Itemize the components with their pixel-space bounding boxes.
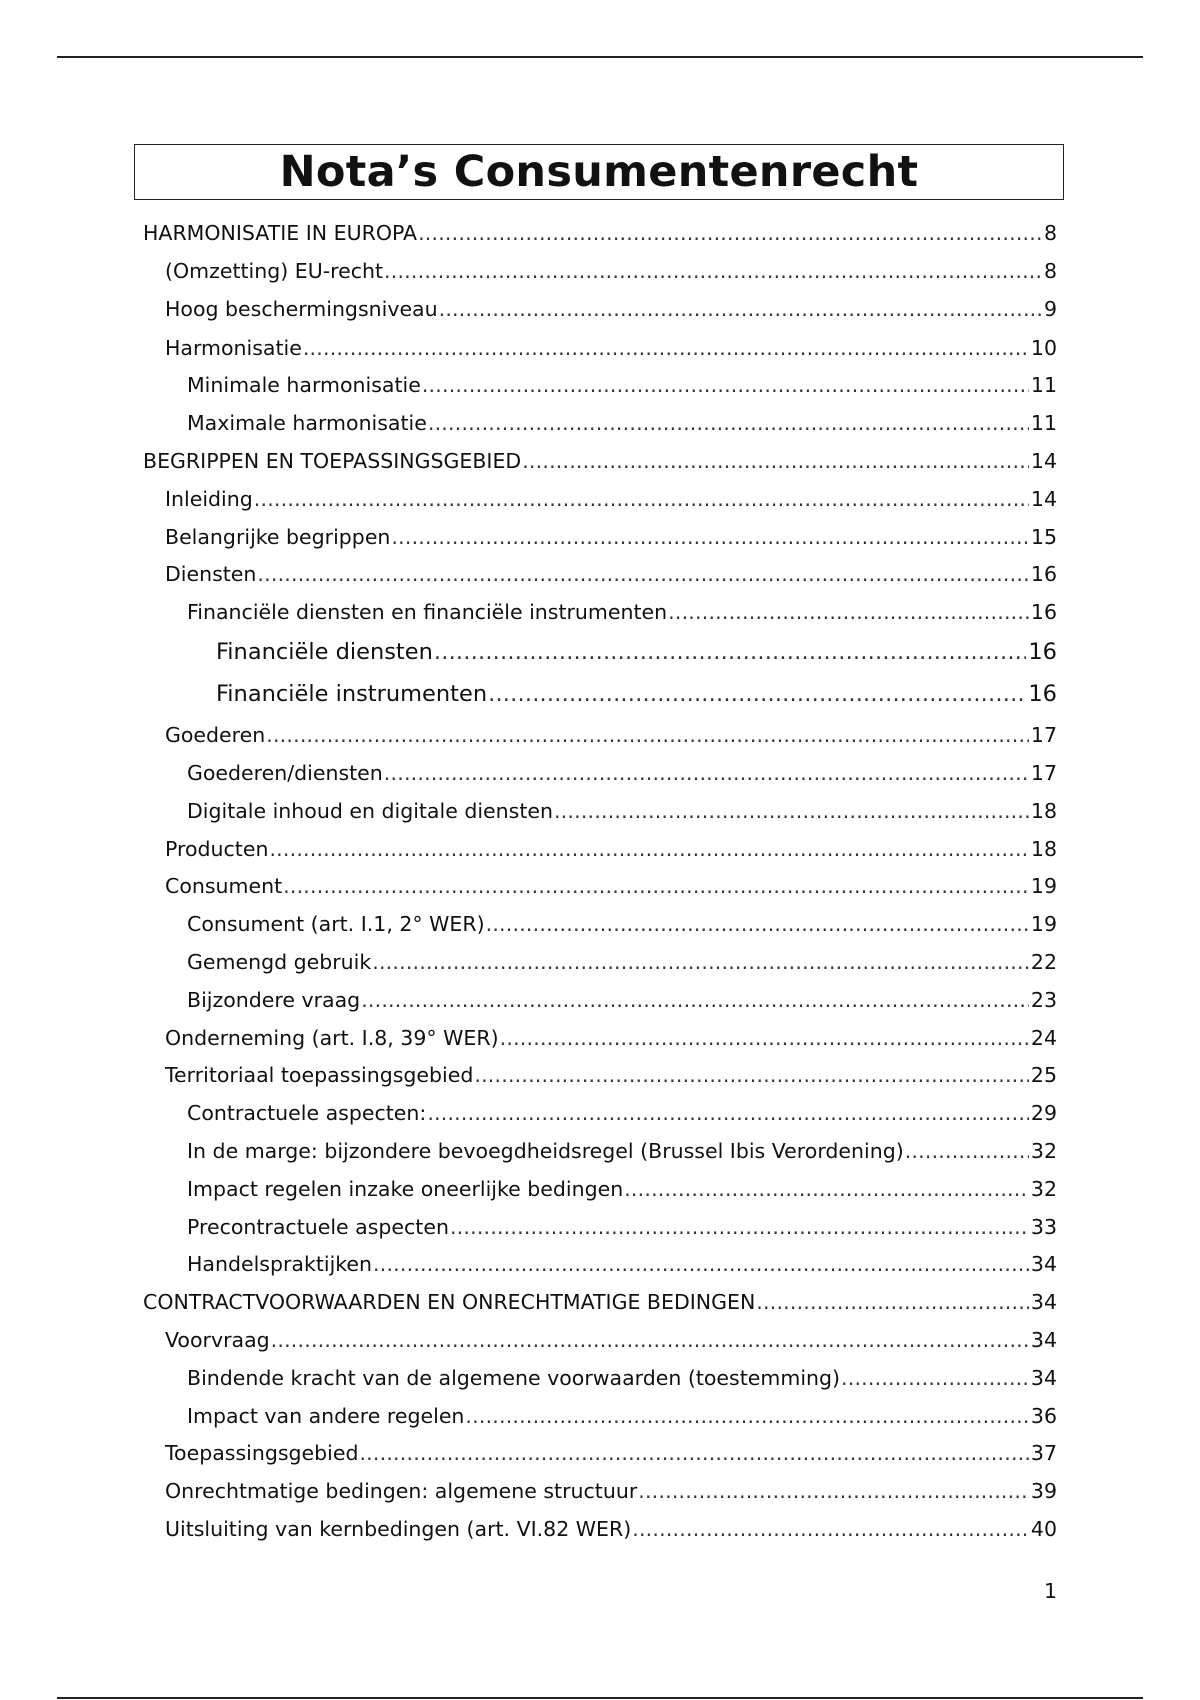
toc-entry-page: 14 bbox=[1030, 487, 1057, 511]
toc-entry[interactable] bbox=[187, 1363, 1057, 1393]
toc-entry-page: 11 bbox=[1030, 411, 1057, 435]
toc-entry-title: Digitale inhoud en digitale diensten bbox=[187, 799, 553, 823]
toc-entry-title: Voorvraag bbox=[165, 1328, 270, 1352]
document-title: Nota’s Consumentenrecht bbox=[279, 146, 919, 197]
toc-dot-leader bbox=[486, 909, 1029, 939]
toc-entry-page: 19 bbox=[1030, 874, 1057, 898]
toc-entry[interactable] bbox=[165, 333, 1057, 363]
toc-entry[interactable] bbox=[187, 985, 1057, 1015]
toc-entry[interactable] bbox=[165, 1023, 1057, 1053]
toc-entry-page: 16 bbox=[1028, 639, 1057, 665]
toc-entry-page: 8 bbox=[1043, 259, 1057, 283]
toc-dot-leader bbox=[474, 1060, 1029, 1090]
toc-entry-page: 34 bbox=[1030, 1328, 1057, 1352]
toc-dot-leader bbox=[624, 1174, 1029, 1204]
toc-entry[interactable] bbox=[165, 522, 1057, 552]
toc-dot-leader bbox=[373, 1249, 1029, 1279]
toc-entry-title: BEGRIPPEN EN TOEPASSINGSGEBIED bbox=[143, 449, 522, 473]
toc-entry[interactable] bbox=[143, 1287, 1057, 1317]
toc-entry[interactable] bbox=[165, 1060, 1057, 1090]
toc-entry-page: 17 bbox=[1030, 761, 1057, 785]
toc-entry-title: Contractuele aspecten: bbox=[187, 1101, 427, 1125]
toc-entry[interactable] bbox=[187, 796, 1057, 826]
toc-entry-page: 16 bbox=[1028, 681, 1057, 707]
toc-entry[interactable] bbox=[165, 871, 1057, 901]
toc-entry-title: Diensten bbox=[165, 562, 257, 586]
toc-entry-page: 40 bbox=[1030, 1517, 1057, 1541]
toc-dot-leader bbox=[488, 679, 1026, 709]
toc-entry-title: Onrechtmatige bedingen: algemene structuur bbox=[165, 1479, 638, 1503]
toc-entry[interactable] bbox=[143, 446, 1057, 476]
toc-dot-leader bbox=[384, 256, 1042, 286]
toc-entry[interactable] bbox=[165, 559, 1057, 589]
toc-entry[interactable] bbox=[187, 597, 1057, 627]
toc-entry-page: 34 bbox=[1030, 1366, 1057, 1390]
toc-dot-leader bbox=[428, 408, 1029, 438]
toc-entry[interactable] bbox=[187, 1174, 1057, 1204]
toc-entry[interactable] bbox=[187, 1136, 1057, 1166]
toc-entry-title: Minimale harmonisatie bbox=[187, 373, 421, 397]
toc-entry-page: 34 bbox=[1030, 1290, 1057, 1314]
toc-dot-leader bbox=[841, 1363, 1029, 1393]
toc-entry-page: 33 bbox=[1030, 1215, 1057, 1239]
toc-entry-title: Consument (art. I.1, 2° WER) bbox=[187, 912, 485, 936]
toc-entry[interactable] bbox=[187, 758, 1057, 788]
toc-entry-page: 36 bbox=[1030, 1404, 1057, 1428]
toc-dot-leader bbox=[500, 1023, 1029, 1053]
toc-entry-page: 22 bbox=[1030, 950, 1057, 974]
toc-entry-title: Harmonisatie bbox=[165, 336, 302, 360]
toc-entry[interactable] bbox=[165, 1476, 1057, 1506]
toc-entry[interactable] bbox=[187, 1401, 1057, 1431]
toc-dot-leader bbox=[283, 871, 1029, 901]
toc-entry-page: 15 bbox=[1030, 525, 1057, 549]
toc-entry-page: 18 bbox=[1030, 837, 1057, 861]
toc-dot-leader bbox=[422, 370, 1029, 400]
toc-dot-leader bbox=[359, 1438, 1028, 1468]
toc-dot-leader bbox=[450, 1212, 1029, 1242]
toc-entry-page: 9 bbox=[1043, 297, 1057, 321]
toc-entry-page: 17 bbox=[1030, 723, 1057, 747]
toc-entry-title: Financiële diensten en financiële instrumenten bbox=[187, 600, 668, 624]
toc-dot-leader bbox=[266, 720, 1029, 750]
toc-entry-title: Impact regelen inzake oneerlijke bedingen bbox=[187, 1177, 624, 1201]
toc-entry[interactable] bbox=[165, 484, 1057, 514]
toc-entry-title: Handelspraktijken bbox=[187, 1252, 373, 1276]
toc-entry-title: Producten bbox=[165, 837, 269, 861]
toc-entry[interactable] bbox=[187, 408, 1057, 438]
toc-dot-leader bbox=[638, 1476, 1029, 1506]
toc-entry-page: 16 bbox=[1030, 600, 1057, 624]
toc-entry-title: Belangrijke begrippen bbox=[165, 525, 391, 549]
toc-dot-leader bbox=[522, 446, 1029, 476]
toc-dot-leader bbox=[632, 1514, 1029, 1544]
toc-entry-page: 39 bbox=[1030, 1479, 1057, 1503]
page-number: 1 bbox=[1043, 1579, 1057, 1603]
toc-entry-page: 19 bbox=[1030, 912, 1057, 936]
toc-dot-leader bbox=[434, 637, 1027, 667]
toc-entry[interactable] bbox=[165, 834, 1057, 864]
toc-entry-title: Impact van andere regelen bbox=[187, 1404, 465, 1428]
toc-entry-title: Uitsluiting van kernbedingen (art. VI.82 WER) bbox=[165, 1517, 632, 1541]
toc-entry[interactable] bbox=[165, 1514, 1057, 1544]
toc-entry[interactable] bbox=[187, 370, 1057, 400]
toc-entry-page: 10 bbox=[1030, 336, 1057, 360]
toc-entry-page: 34 bbox=[1030, 1252, 1057, 1276]
toc-entry-title: Precontractuele aspecten bbox=[187, 1215, 449, 1239]
toc-dot-leader bbox=[254, 484, 1029, 514]
toc-entry-page: 16 bbox=[1030, 562, 1057, 586]
toc-entry-page: 29 bbox=[1030, 1101, 1057, 1125]
toc-dot-leader bbox=[905, 1136, 1029, 1166]
toc-entry[interactable] bbox=[216, 637, 1057, 667]
toc-entry-page: 32 bbox=[1030, 1177, 1057, 1201]
toc-entry-page: 37 bbox=[1030, 1441, 1057, 1465]
toc-dot-leader bbox=[384, 758, 1029, 788]
toc-entry-title: Onderneming (art. I.8, 39° WER) bbox=[165, 1026, 499, 1050]
toc-dot-leader bbox=[257, 559, 1028, 589]
toc-dot-leader bbox=[418, 218, 1042, 248]
toc-dot-leader bbox=[465, 1401, 1028, 1431]
toc-dot-leader bbox=[372, 947, 1029, 977]
toc-dot-leader bbox=[271, 1325, 1029, 1355]
toc-entry-page: 24 bbox=[1030, 1026, 1057, 1050]
footer-rule bbox=[57, 1697, 1143, 1699]
toc-entry-page: 18 bbox=[1030, 799, 1057, 823]
toc-entry[interactable] bbox=[187, 947, 1057, 977]
toc-entry[interactable] bbox=[165, 294, 1057, 324]
toc-entry-title: Bijzondere vraag bbox=[187, 988, 361, 1012]
toc-entry[interactable] bbox=[187, 1098, 1057, 1128]
toc-entry-title: Bindende kracht van de algemene voorwaarden (toestemming) bbox=[187, 1366, 841, 1390]
toc-entry[interactable] bbox=[143, 218, 1057, 248]
toc-entry-page: 25 bbox=[1030, 1063, 1057, 1087]
toc-entry-page: 8 bbox=[1043, 221, 1057, 245]
toc-dot-leader bbox=[668, 597, 1029, 627]
toc-dot-leader bbox=[391, 522, 1028, 552]
toc-entry-title: Toepassingsgebied bbox=[165, 1441, 359, 1465]
toc-entry-title: CONTRACTVOORWAARDEN EN ONRECHTMATIGE BEDINGEN bbox=[143, 1290, 756, 1314]
toc-entry[interactable] bbox=[216, 679, 1057, 709]
toc-dot-leader bbox=[361, 985, 1029, 1015]
toc-entry-title: Gemengd gebruik bbox=[187, 950, 372, 974]
toc-entry[interactable] bbox=[187, 909, 1057, 939]
toc-dot-leader bbox=[427, 1098, 1029, 1128]
toc-entry[interactable] bbox=[187, 1249, 1057, 1279]
toc-entry-page: 14 bbox=[1030, 449, 1057, 473]
toc-entry-title: Hoog beschermingsniveau bbox=[165, 297, 438, 321]
toc-entry-title: Territoriaal toepassingsgebied bbox=[165, 1063, 474, 1087]
toc-entry[interactable] bbox=[165, 720, 1057, 750]
toc-entry[interactable] bbox=[187, 1212, 1057, 1242]
toc-dot-leader bbox=[269, 834, 1028, 864]
toc-entry-page: 23 bbox=[1030, 988, 1057, 1012]
toc-entry[interactable] bbox=[165, 1325, 1057, 1355]
toc-entry-title: Financiële diensten bbox=[216, 639, 433, 665]
toc-dot-leader bbox=[439, 294, 1042, 324]
toc-dot-leader bbox=[756, 1287, 1029, 1317]
toc-dot-leader bbox=[303, 333, 1029, 363]
toc-entry-title: Maximale harmonisatie bbox=[187, 411, 427, 435]
toc-entry-title: (Omzetting) EU-recht bbox=[165, 259, 384, 283]
toc-entry-title: HARMONISATIE IN EUROPA bbox=[143, 221, 418, 245]
toc-entry-title: Consument bbox=[165, 874, 283, 898]
toc-entry-title: Goederen bbox=[165, 723, 266, 747]
toc-entry-page: 32 bbox=[1030, 1139, 1057, 1163]
toc-entry-title: In de marge: bijzondere bevoegdheidsregel (Brussel Ibis Verordening) bbox=[187, 1139, 904, 1163]
toc-entry-page: 11 bbox=[1030, 373, 1057, 397]
toc-entry-title: Goederen/diensten bbox=[187, 761, 383, 785]
toc-entry-title: Financiële instrumenten bbox=[216, 681, 488, 707]
toc-entry[interactable] bbox=[165, 256, 1057, 286]
toc-entry[interactable] bbox=[165, 1438, 1057, 1468]
toc-entry-title: Inleiding bbox=[165, 487, 253, 511]
toc-dot-leader bbox=[554, 796, 1029, 826]
